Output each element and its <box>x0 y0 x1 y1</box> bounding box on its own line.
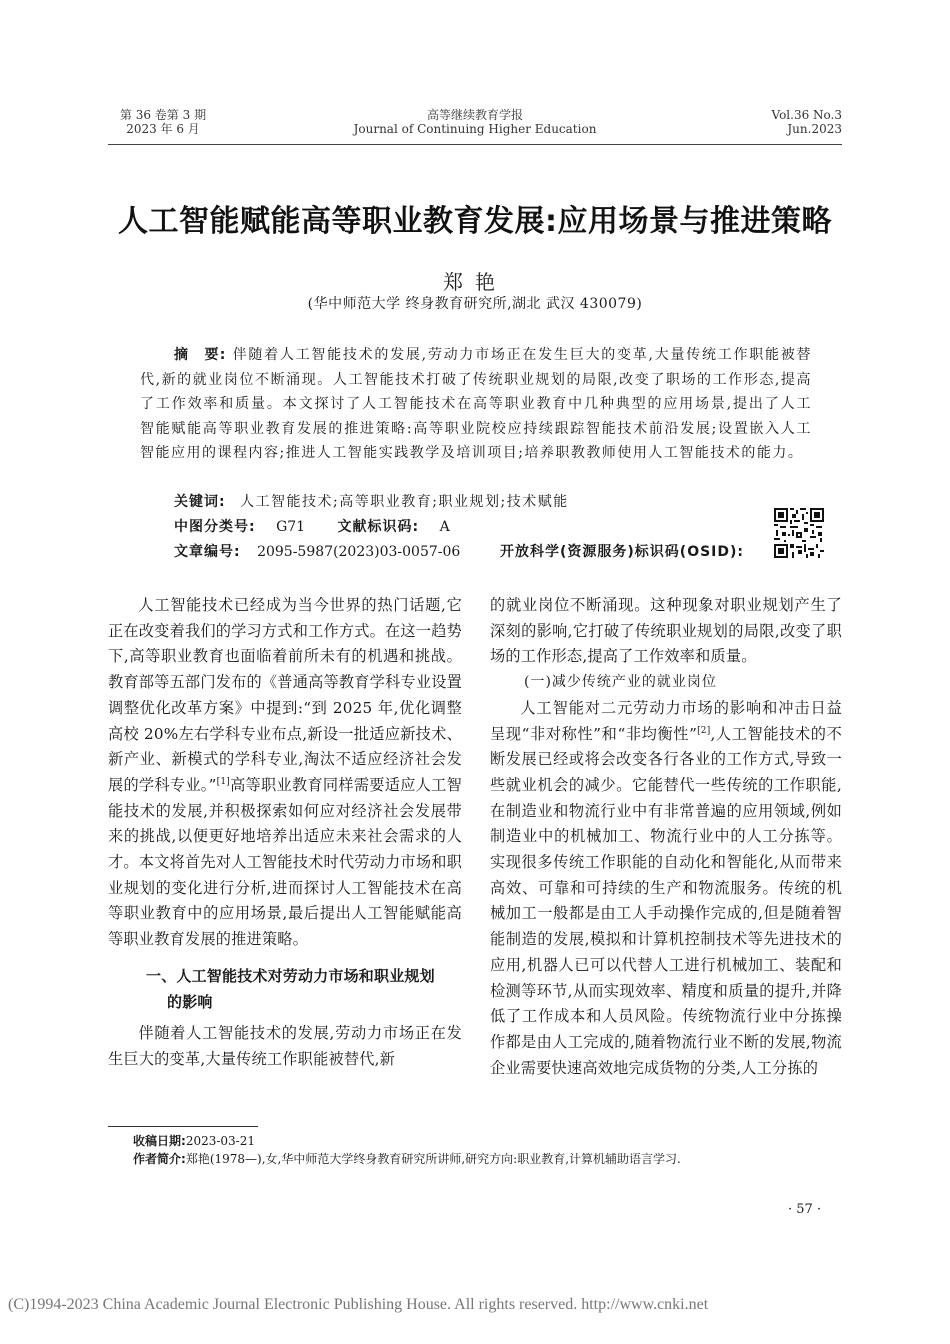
doc-code-value: A <box>439 519 450 535</box>
keywords-text: 人工智能技术;高等职业教育;职业规划;技术赋能 <box>240 494 569 510</box>
reference-2: [2] <box>697 725 711 736</box>
header-vol-no: Vol.36 No.3 <box>771 108 842 122</box>
article-number-row <box>174 540 460 564</box>
clc-value: G71 <box>276 519 306 535</box>
intro-text: 人工智能技术已经成为当今世界的热门话题,它正在改变着我们的学习方式和工作方式。在这一趋势下,高等职业教育也面临着前所未有的机遇和挑战。教育部等五部门发布的《普通高等教育学科专业设置调整优化改革方案》中提到:“到 2025 年,优化调整高校 20%左右学科专业布点,新设一批适应新技术、新产业、新模式的学科专业,淘汰不适应经济社会发展的学科专业。” <box>108 596 462 794</box>
article-affiliation: (华中师范大学 终身教育研究所,湖北 武汉 430079) <box>307 296 643 312</box>
doc-code-label: 文献标识码: <box>337 519 420 535</box>
reference-1: [1] <box>216 776 230 787</box>
author-bio-row <box>133 1150 843 1168</box>
article-title: 人工智能赋能高等职业教育发展:应用场景与推进策略 <box>118 204 832 239</box>
osid-qr-code-icon[interactable] <box>774 508 824 558</box>
abstract-block <box>140 343 812 466</box>
header-vol-en <box>742 108 842 136</box>
received-date: 2023-03-21 <box>185 1134 255 1148</box>
intro-paragraph <box>108 593 462 953</box>
body-left-column <box>108 593 462 1072</box>
article-no-value: 2095-5987(2023)03-0057-06 <box>257 544 461 560</box>
body-right-column <box>490 593 842 1081</box>
author-bio-label: 作者简介: <box>133 1152 186 1166</box>
header-rule <box>108 144 842 145</box>
copyright-notice: (C)1994-2023 China Academic Journal Electronic Publishing House. All rights reserved. http://www.cnki.net <box>8 1296 709 1313</box>
section-1-paragraph: 伴随着人工智能技术的发展,劳动力市场正在发生巨大的变革,大量传统工作职能被替代,新 <box>108 1023 462 1068</box>
header-journal-cn: 高等继续教育学报 <box>426 108 523 122</box>
abstract-text: 伴随着人工智能技术的发展,劳动力市场正在发生巨大的变革,大量传统工作职能被替代,新的就业岗位不断涌现。人工智能技术打破了传统职业规划的局限,改变了职场的工作形态,提高了工作效率和质量。本文探讨了人工智能技术在高等职业教育中几种典型的应用场景,提出了人工智能赋能高等职业教育发展的推进策略:高等职业院校应持续跟踪智能技术前沿发展;设置嵌入人工智能应用的课程内容;推进人工智能实践教学及培训项目;培养职教教师使用人工智能技术的能力。 <box>140 347 812 461</box>
article-no-label: 文章编号: <box>174 544 241 560</box>
author-bio: 郑艳(1978—),女,华中师范大学终身教育研究所讲师,研究方向:职业教育,计算机辅助语言学习. <box>185 1152 681 1166</box>
clc-label: 中图分类号: <box>174 519 256 535</box>
subsection-1-paragraph <box>490 696 842 1082</box>
classification-row <box>174 515 450 539</box>
section-1-heading-line1: 一、人工智能技术对劳动力市场和职业规划 <box>146 966 435 985</box>
subsection-1-text-continued: ,人工智能技术的不断发展已经或将会改变各行各业的工作方式,导致一些就业机会的减少。它能替代一些传统的工作职能,在制造业和物流行业中有非常普遍的应用领域,例如制造业中的机械加工、物流行业中的人工分拣等。实现很多传统工作职能的自动化和智能化,从而带来高效、可靠和可持续的生产和物流服务。传统的机械加工一般都是由工人手动操作完成的,但是随着智能制造的发展,模拟和计算机控制技术等先进技术的应用,机器人已可以代替人工进行机械加工、装配和检测等环节,从而实现效率、精度和质量的提升,并降低了工作成本和人员风险。传统物流行业中分拣操作都是由人工完成的,随着物流行业不断的发展,物流企业需要快速高效地完成货物的分类,人工分拣的 <box>490 724 842 1077</box>
received-label: 收稿日期: <box>133 1134 186 1148</box>
intro-text-continued: 高等职业教育同样需要适应人工智能技术的发展,并积极探索如何应对经济社会发展带来的挑战,以便更好地培养出适应未来社会需求的人才。本文将首先对人工智能技术时代劳动力市场和职业规划的变化进行分析,进而探讨人工智能技术在高等职业教育中的应用场景,最后提出人工智能赋能高等职业教育发展的推进策略。 <box>108 775 463 949</box>
keywords-row <box>174 490 569 514</box>
header-volume-issue <box>118 108 208 136</box>
subsection-1-heading: (一)减少传统产业的就业岗位 <box>524 674 717 691</box>
header-month: Jun.2023 <box>787 122 842 136</box>
header-volume: 第 36 卷第 3 期 <box>119 108 207 122</box>
received-date-row <box>133 1132 843 1150</box>
article-author: 郑艳 <box>443 270 507 294</box>
abstract-label: 摘 要: <box>174 347 227 363</box>
header-journal <box>300 108 650 136</box>
osid-row <box>500 540 744 564</box>
page-number: · 57 · <box>788 1202 822 1217</box>
osid-label: 开放科学(资源服务)标识码(OSID): <box>500 544 745 560</box>
section-1-heading-line2: 的影响 <box>167 992 213 1011</box>
subsection-1-text: 人工智能对二元劳动力市场的影响和冲击日益呈现“非对称性”和“非均衡性” <box>490 698 842 743</box>
keywords-label: 关键词: <box>174 494 226 510</box>
header-date: 2023 年 6 月 <box>126 122 200 136</box>
section-1-heading <box>108 963 462 1015</box>
footnote-rule <box>108 1126 258 1127</box>
footnote-block <box>133 1132 843 1168</box>
header-journal-en: Journal of Continuing Higher Education <box>353 122 597 136</box>
right-paragraph-continued: 的就业岗位不断涌现。这种现象对职业规划产生了深刻的影响,它打破了传统职业规划的局限,改变了职场的工作形态,提高了工作效率和质量。 <box>490 596 842 666</box>
